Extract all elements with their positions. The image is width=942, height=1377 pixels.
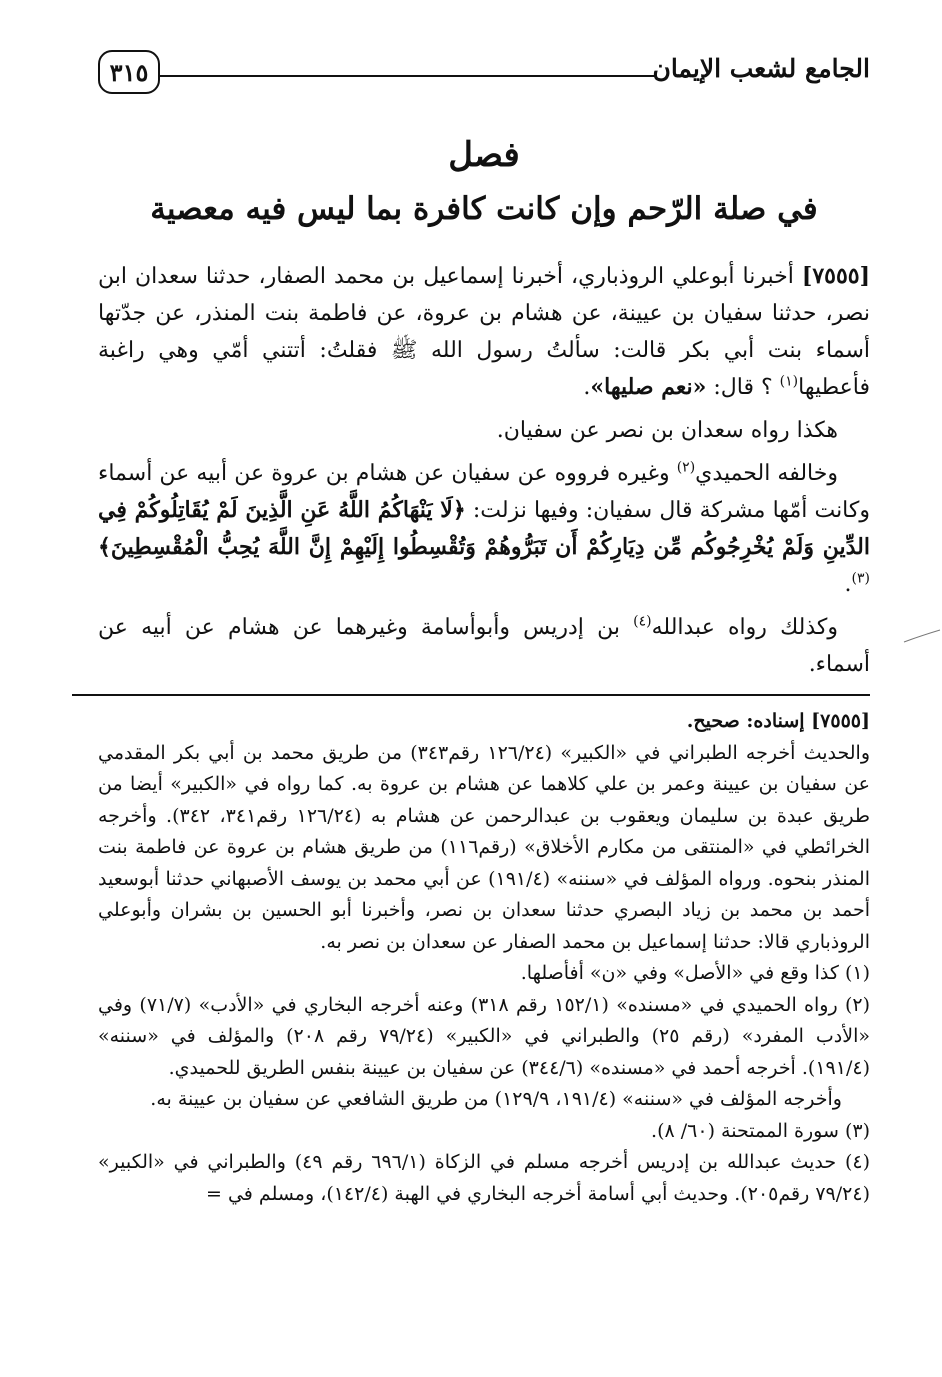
section-subheading: في صلة الرّحم وإن كانت كافرة بما ليس فيه معصية	[150, 191, 818, 227]
running-title: الجامع لشعب الإيمان	[652, 54, 870, 83]
hadith-period: .	[583, 375, 591, 400]
main-text	[98, 258, 870, 689]
prophetic-quote: «نعم صليها»	[590, 374, 707, 400]
paragraph-variant	[98, 455, 870, 603]
paragraph-hadith	[98, 258, 870, 406]
footnote-4: (٤) حديث عبدالله بن إدريس أخرجه مسلم في الزكاة (٦٩٦/١ رقم ٤٩) والطبراني في «الكبير» (٧٩/٢٤ رقم٢٠٥). وحديث أبي أسامة أخرجه البخاري في الهبة (١٤٢/٤)، ومسلم في =	[98, 1151, 870, 1205]
grading-label: [٧٥٥٥] إسناده: صحيح.	[686, 710, 870, 732]
footnote-separator	[72, 694, 870, 696]
variant-text-a: وخالفه الحميدي	[695, 461, 838, 486]
hadith-text-end: ؟ قال:	[706, 375, 780, 400]
footnote-ref-1[interactable]: (١)	[779, 373, 799, 390]
takhrij-paragraph: والحديث أخرجه الطبراني في «الكبير» (١٢٦/٢٤ رقم٣٤٣) من طريق محمد بن أبي بكر المقدمي عن سفيان بن عيينة وعمر بن علي كلاهما عن هشام بن عروة به. كما رواه في «الكبير» أيضا من طريق عبدة بن سليمان ويعقوب بن عبدالرحمن عن هشام به (١٢٦/٢٤ رقم٣٤١، ٣٤٢). وأخرجه الخرائطي في «المنتقى من مكارم الأخلاق» (رقم١١٦) من طريق هشام بن عروة عن فاطمة بنت المنذر بنحوه. ورواه المؤلف في «سننه» (١٩١/٤) عن أبي محمد بن يوسف الأصبهاني حدثنا أبوسعيد أحمد بن محمد بن زياد البصري حدثنا سعدان بن نصر، وأخبرنا أبو الحسين بن بشران وأبوعلي الروذباري قالا: حدثنا إسماعيل بن محمد الصفار عن سعدان بن نصر به.	[98, 741, 871, 953]
paragraph-narration-note: هكذا رواه سعدان بن نصر عن سفيان.	[496, 418, 838, 443]
hadith-number: [٧٥٥٥]	[801, 263, 870, 289]
header-rule	[160, 75, 655, 77]
footnote-1: (١) كذا وقع في «الأصل» وفي «ن» أفأصلها.	[520, 962, 870, 984]
quran-verse: ﴿لَا يَنْهَاكُمُ اللَّهُ عَنِ الَّذِينَ لَمْ يُقَاتِلُوكُمْ فِي الدِّينِ وَلَمْ يُخْرِجُوكُم مِّن دِيَارِكُمْ أَن تَبَرُّوهُمْ وَتُقْسِطُوا إِلَيْهِمْ إِنَّ اللَّهَ يُحِبُّ الْمُقْسِطِينَ﴾	[98, 497, 870, 560]
footnote-ref-2[interactable]: (٢)	[676, 459, 696, 476]
section-heading: فصل	[448, 135, 520, 175]
hadith-text: أخبرنا أبوعلي الروذباري، أخبرنا إسماعيل بن محمد الصفار، حدثنا سعدان ابن نصر، حدثنا سفيان بن عيينة، عن هشام بن عروة، عن فاطمة بنت المنذر، عن جدّتها أسماء بنت أبي بكر قالت: سألتُ رسول الله ﷺ فقلتُ: أتتني أمّي وهي راغبة فأعطيها	[98, 264, 870, 400]
page-number: ٣١٥	[98, 50, 160, 94]
paragraph-other-narrators	[98, 609, 870, 683]
footnote-ref-4[interactable]: (٤)	[633, 613, 652, 630]
footnotes	[98, 706, 870, 1210]
variant-text-b: وغيره فرووه عن سفيان عن هشام بن عروة عن أبيه عن أسماء وكانت أمّها مشركة قال سفيان: وفيها نزلت:	[98, 461, 870, 523]
grading-line	[98, 706, 870, 738]
footnote-2-continued: وأخرجه المؤلف في «سننه» (١٩١/٤، ١٢٩/٩) من طريق الشافعي عن سفيان بن عيينة به.	[150, 1088, 842, 1110]
other-text-a: وكذلك رواه عبدالله	[651, 615, 838, 640]
variant-period: .	[844, 572, 852, 597]
footnote-2: (٢) رواه الحميدي في «مسنده» (١٥٢/١ رقم ٣١٨) وعنه أخرجه البخاري في «الأدب» (٧١/٧) وفي «الأدب المفرد» (رقم ٢٥) والطبراني في «الكبير» (٧٩/٢٤ رقم ٢٠٨) والمؤلف في «سننه» (١٩١/٤). أخرجه أحمد في «مسنده» (٣٤٤/٦) عن سفيان بن عيينة بنفس الطريق للحميدي.	[98, 993, 871, 1079]
page-header	[98, 48, 870, 100]
footnote-ref-3[interactable]: (٣)	[851, 570, 870, 587]
margin-pencil-mark	[902, 626, 942, 646]
footnote-3: (٣) سورة الممتحنة (٦٠/ ٨).	[651, 1119, 870, 1142]
other-text-b: بن إدريس وأبوأسامة وغيرهما عن هشام عن أبيه عن أسماء.	[98, 615, 870, 677]
